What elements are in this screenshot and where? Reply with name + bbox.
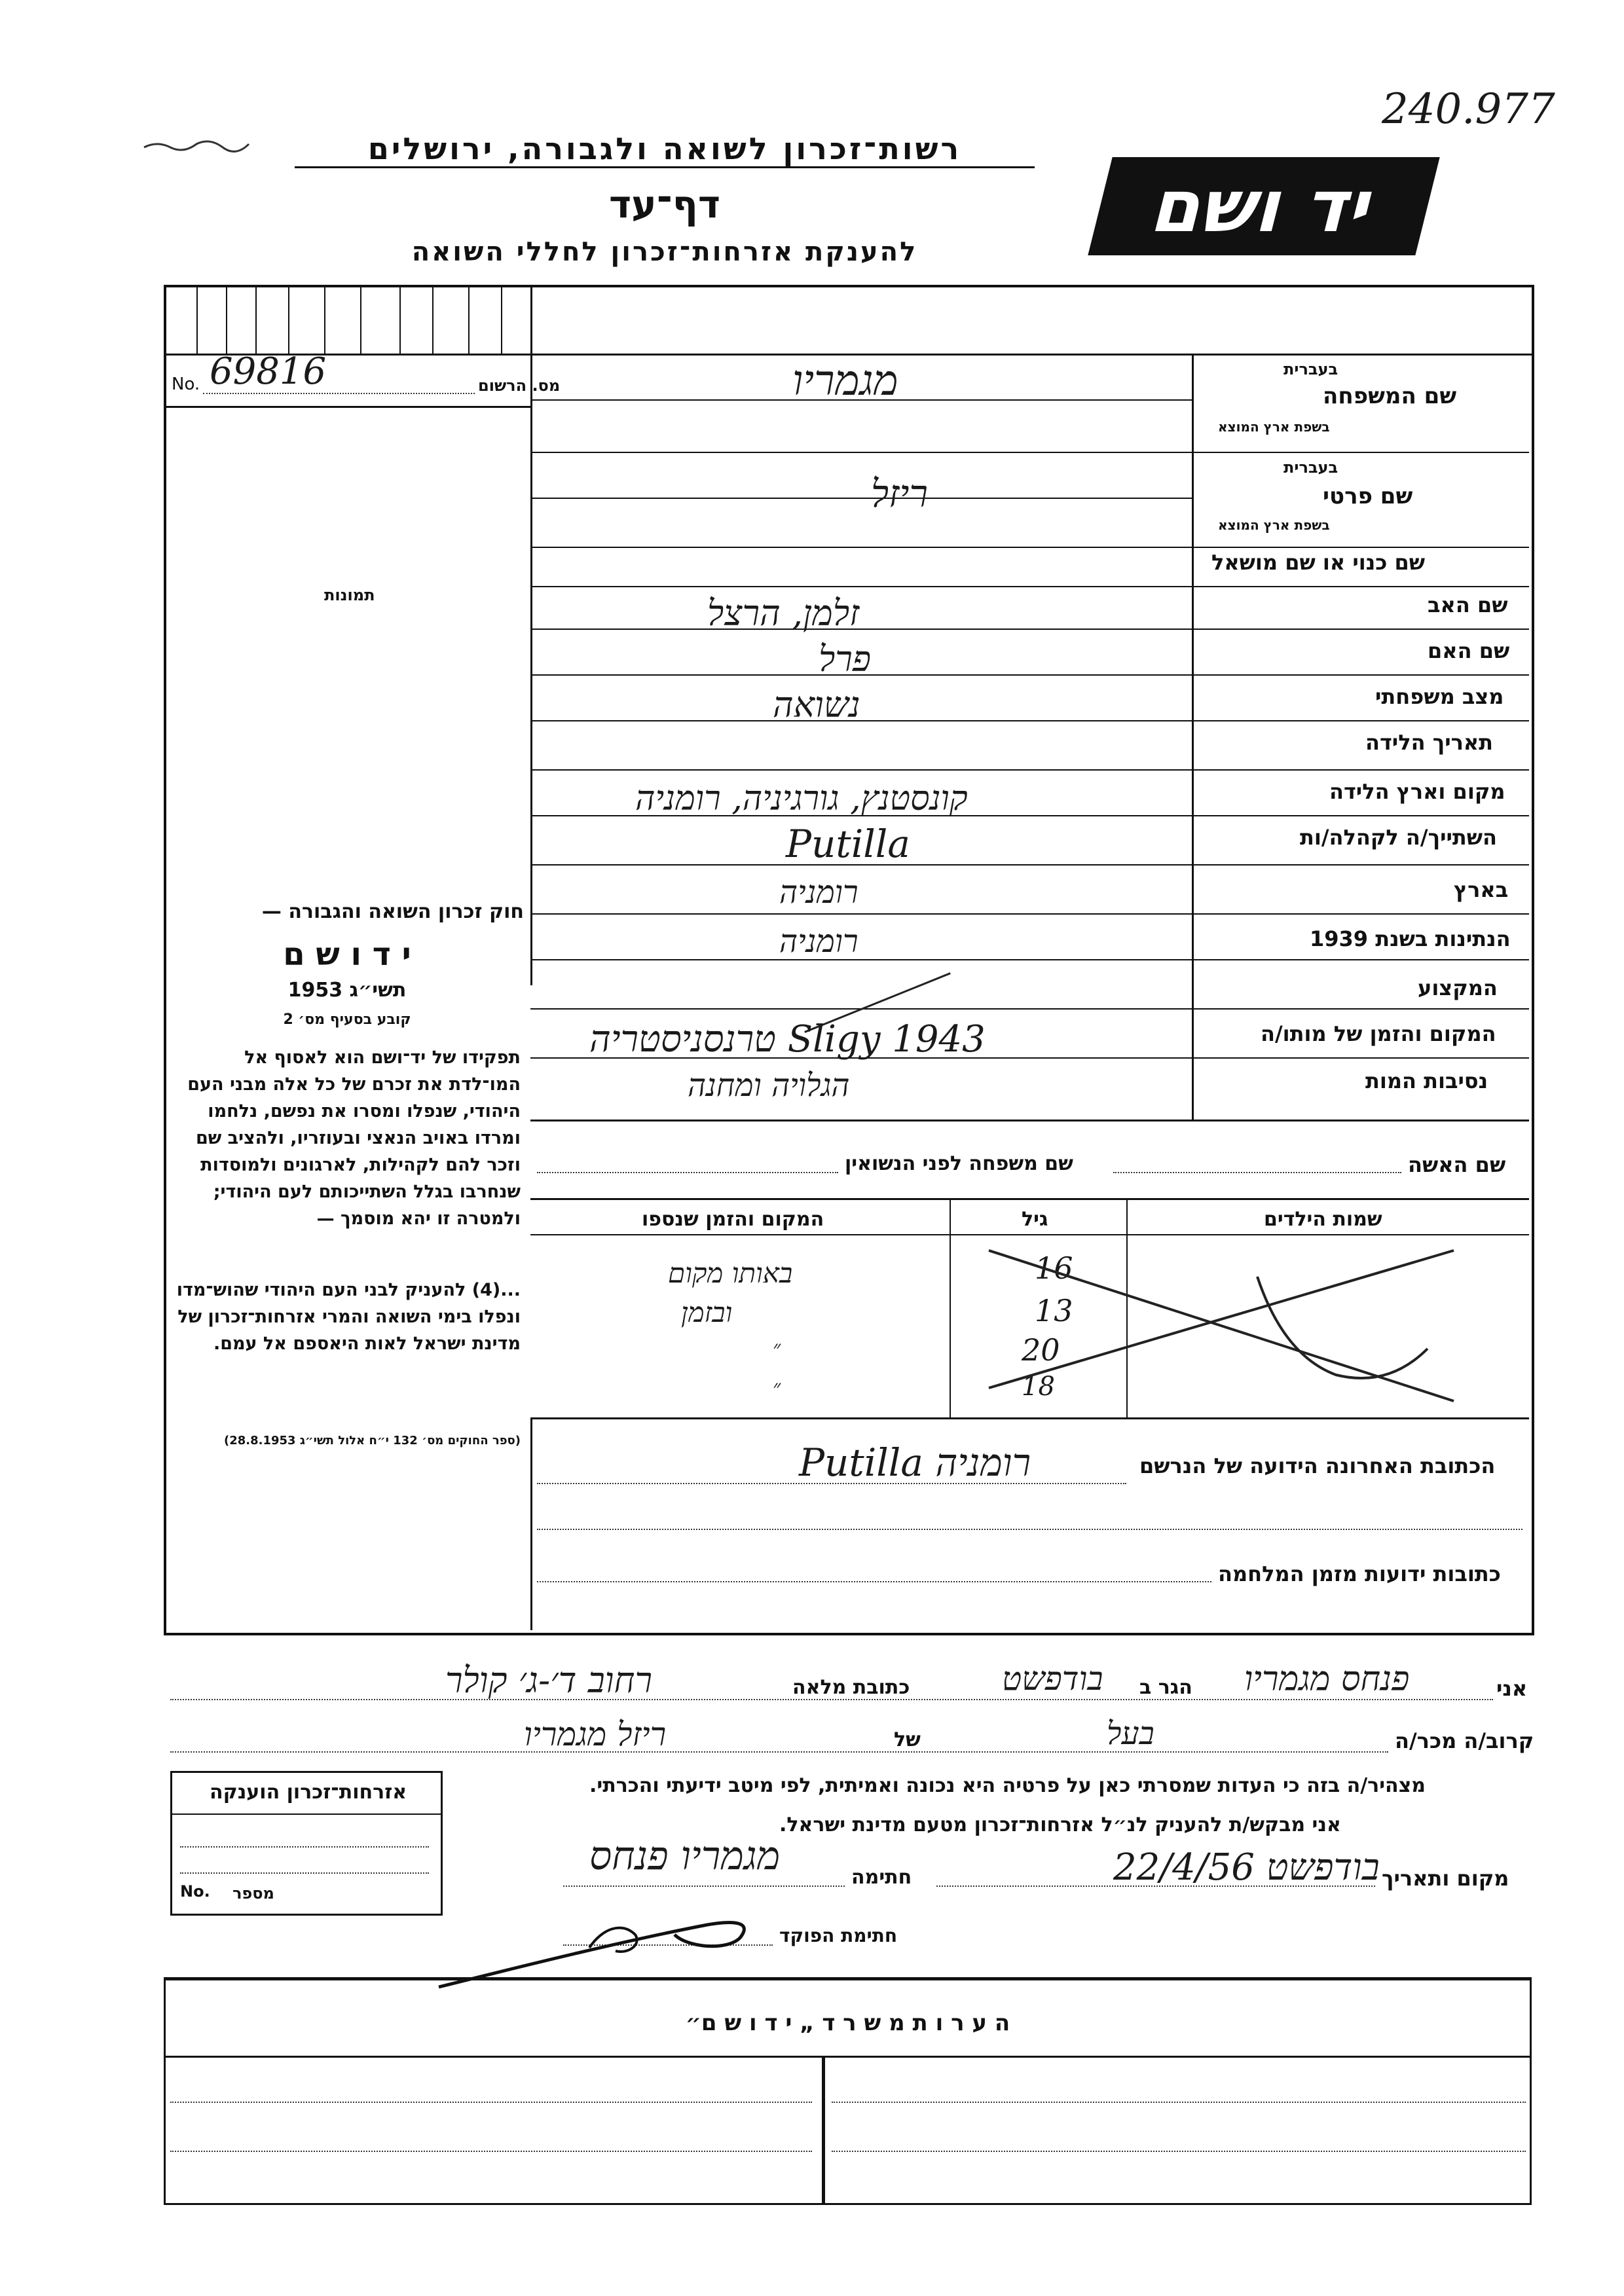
family-hebrew-label: בעברית — [1283, 360, 1338, 378]
child-age-1: 16 — [1035, 1250, 1073, 1286]
country-label: בארץ — [1454, 877, 1509, 902]
declaration-request: אני מבקש/ת להעניק לנ״ל אזרחות־זכרון מטעם מדינת ישראל. — [779, 1813, 1341, 1836]
citizenship-box-title: אזרחות־זכרון הוענקה — [210, 1781, 407, 1804]
mother-label: שם האם — [1428, 638, 1510, 663]
marital-value: נשואה — [773, 684, 860, 725]
last-address-label: הכתובת האחרונה הידועה של הנרשם — [1139, 1453, 1496, 1478]
child-place-3: ״ — [773, 1336, 781, 1360]
child-age-4: 18 — [1022, 1372, 1055, 1402]
citizenship-no-label: No. — [180, 1882, 210, 1901]
full-address-label: כתובת מלאה — [792, 1676, 910, 1699]
declaration-statement: מצהיר/ה בזה כי העדות שמסרתי כאן על פרטיה היא נכונה ואמיתית, לפי מיטב ידיעתי והכרתי. — [589, 1774, 1426, 1797]
form-title: דף־עד — [608, 182, 721, 227]
family-name-value: מגמריו — [792, 357, 898, 405]
archive-number: 240.977 — [1382, 85, 1555, 134]
registration-label: מס. הרשום — [478, 376, 561, 395]
officer-signature — [426, 1902, 766, 2000]
law-year: תשי״ג 1953 — [287, 979, 407, 1002]
first-name-value: ריזל — [871, 471, 928, 516]
yad-vashem-logo: יד ושם — [1088, 157, 1439, 255]
maiden-label: שם משפחה לפני הנשואין — [845, 1152, 1073, 1175]
relation-value: בעל — [1107, 1715, 1154, 1752]
child-age-2: 13 — [1035, 1293, 1073, 1328]
children-cross-out — [969, 1237, 1493, 1414]
place-date-label: מקום ותאריך — [1382, 1866, 1509, 1891]
relative-label: קרוב/ה מכר/ה — [1395, 1728, 1534, 1753]
form-subtitle: להענקת אזרחות־זכרון לחללי השואה — [411, 237, 918, 267]
children-label: שמות הילדים — [1264, 1208, 1382, 1231]
law-citation: (ספר החוקים מס׳ 132 י״ח אלול תשי״ג 28.8.1953) — [224, 1434, 521, 1448]
first-hebrew-label: בעברית — [1283, 458, 1338, 477]
citizenship-label: הנתינות בשנת 1939 — [1310, 926, 1511, 951]
nickname-label: שם כנוי או שם מושאל — [1211, 550, 1426, 575]
declarant-prefix: אני — [1496, 1676, 1528, 1701]
signature-label: חתימה — [851, 1866, 912, 1889]
country-value: רומניה — [779, 874, 858, 911]
wife-label: שם האשה — [1408, 1152, 1506, 1177]
citizenship-number-label: מספר — [232, 1884, 274, 1903]
father-label: שם האב — [1428, 592, 1508, 617]
marital-label: מצב משפחתי — [1375, 684, 1504, 709]
law-clause: קובע בסעיף מס׳ 2 — [283, 1011, 411, 1028]
last-address-value: Putilla רומניה — [799, 1440, 1031, 1485]
authority-name: רשות־זכרון לשואה ולגבורה, ירושלים — [295, 131, 1035, 168]
first-name-label: שם פרטי — [1323, 483, 1413, 509]
residing-value: בודפשט — [1002, 1660, 1103, 1698]
birth-place-value: קונסטנץ, גורגיניה, רומניה — [635, 779, 968, 818]
death-circ-value: הגלויה ומחנה — [688, 1067, 850, 1104]
wartime-address-label: כתובות ידועות מזמן המלחמה — [1218, 1561, 1501, 1586]
photo-label: תמונות — [324, 586, 375, 604]
mother-value: פרל — [819, 638, 872, 680]
registration-no-label: No. — [172, 374, 200, 394]
office-notes-title: ה ע ר ו ת מ ש ר ד „ י ד ו ש ם״ — [685, 2010, 1010, 2036]
officer-signature-label: חתימת הפוקד — [779, 1925, 898, 1946]
law-paragraph-2: ...(4) להעניק לבני העם היהודי שהוש־מדו ונפלו בימי השואה והמרי אזרחות־זכרון של מדינת ישראל לאות היאספם אל עמם. — [176, 1280, 521, 1354]
children-place-label: המקום והזמן שנספו — [642, 1208, 824, 1231]
citizenship-value: רומניה — [779, 923, 858, 960]
child-place-4: ״ — [773, 1375, 781, 1400]
full-address-value: רחוב ד׳-ג׳ קולר — [445, 1660, 653, 1701]
place-date-value: בודפשט 22/4/56 — [1113, 1846, 1380, 1889]
father-value: זלמן, הרצל — [707, 592, 860, 634]
law-name: י ד ו ש ם — [283, 936, 411, 973]
residing-label: הגר ב — [1139, 1676, 1192, 1699]
law-heading: חוק זכרון השואה והגבורה — — [261, 900, 524, 923]
death-circ-label: נסיבות המות — [1365, 1068, 1488, 1093]
community-label: השתייך/ה לקהלה/ות — [1300, 825, 1498, 850]
birth-place-label: מקום וארץ הלידה — [1329, 779, 1505, 804]
age-label: גיל — [1022, 1208, 1048, 1231]
signature-value: מגמריו פנחס — [589, 1833, 781, 1879]
of-name-value: ריזל מגמריו — [524, 1715, 667, 1753]
death-place-label: המקום והזמן של מותו/ה — [1261, 1021, 1496, 1046]
child-age-3: 20 — [1022, 1332, 1060, 1368]
birth-date-label: תאריך הלידה — [1365, 730, 1494, 755]
death-place-value: טרנסניסטריה Sligy 1943 — [589, 1018, 986, 1061]
family-origin-label: בשפת ארץ המוצא — [1218, 419, 1330, 435]
child-place-2: ובזמן — [681, 1296, 733, 1328]
declarant-name: פנחס מגמריו — [1244, 1660, 1410, 1699]
first-origin-label: בשפת ארץ המוצא — [1218, 517, 1330, 533]
scribble-mark — [141, 131, 252, 164]
law-paragraph-1: תפקידו של יד־ושם הוא לאסוף אל המו־לדת את זכרם של כל אלה מבני העם היהודי, שנפלו ומסרו את נפשם, נלחמו ומרדו באויב הנאצי ובעוזריו, ולהציב שם וזכר להם לקהילות, לארגונים ולמוסדות שנחרבו בגלל השתייכותם לעם היהודי; ולמטרה זו יהא מוסמך — — [187, 1048, 521, 1229]
child-place-1: באותו מקום — [668, 1257, 793, 1289]
registration-number: 69816 — [210, 350, 327, 393]
community-value: Putilla — [786, 822, 910, 866]
family-name-label: שם המשפחה — [1323, 383, 1457, 409]
of-label: של — [894, 1728, 921, 1751]
profession-label: המקצוע — [1418, 975, 1498, 1000]
